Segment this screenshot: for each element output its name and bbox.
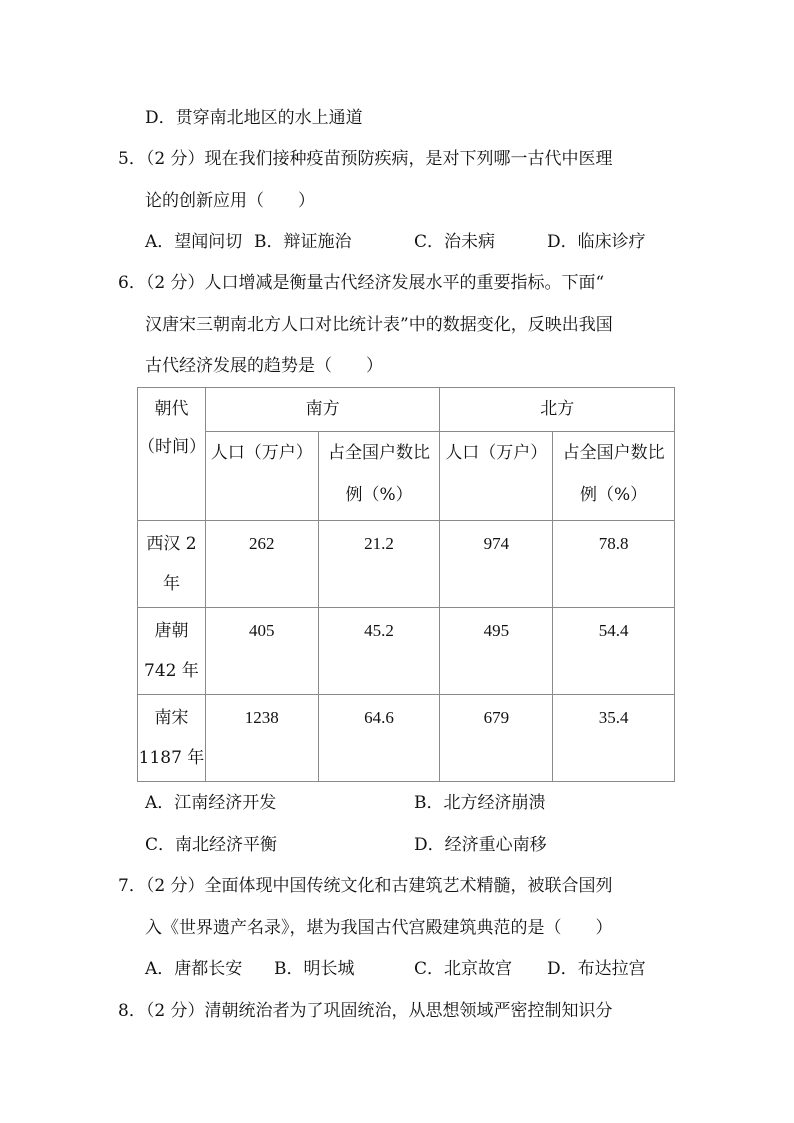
q8-stem-line1: 8．（2 分）清朝统治者为了巩固统治，从思想领域严密控制知识分 <box>118 1001 613 1021</box>
row-north-ratio: 35.4 <box>598 708 629 727</box>
q7-stem-line1: 7．（2 分）全面体现中国传统文化和古建筑艺术精髓，被联合国列 <box>118 876 613 896</box>
row-dynasty-line2: 1187 年 <box>138 748 205 768</box>
header-dynasty-line2: （时间） <box>138 437 206 457</box>
q5-option-d[interactable]: D．临床诊疗 <box>547 232 646 252</box>
row-north-pop: 974 <box>483 534 510 553</box>
row-north-pop: 679 <box>483 708 510 727</box>
row-south-ratio: 21.2 <box>364 534 394 553</box>
row-south-ratio: 45.2 <box>364 621 394 640</box>
q5-option-c[interactable]: C．治未病 <box>414 232 496 252</box>
q5-option-a[interactable]: A．望闻问切 <box>145 232 243 252</box>
q4-option-d: D．贯穿南北地区的水上通道 <box>145 108 363 128</box>
q6-stem-line2: 汉唐宋三朝南北方人口对比统计表”中的数据变化，反映出我国 <box>145 315 613 335</box>
header-south-ratio-line1: 占全国户数比 <box>328 443 431 464</box>
q7-option-b[interactable]: B．明长城 <box>274 959 355 979</box>
row-dynasty-line2: 742 年 <box>144 661 199 681</box>
q5-option-b[interactable]: B．辩证施治 <box>254 232 352 252</box>
row-south-ratio: 64.6 <box>364 708 394 727</box>
header-south-ratio-line2: 例（%） <box>345 485 413 506</box>
population-table <box>137 387 675 782</box>
header-north-pop-label: 人口（万户） <box>445 443 548 464</box>
header-north-ratio-line2: 例（%） <box>580 485 648 506</box>
q5-stem-line2: 论的创新应用（ ） <box>145 191 315 211</box>
header-north: 北方 <box>440 388 675 432</box>
q6-option-a[interactable]: A．江南经济开发 <box>145 793 277 813</box>
header-south: 南方 <box>205 388 440 432</box>
q6-option-c[interactable]: C．南北经济平衡 <box>145 835 278 855</box>
row-dynasty-line2: 年 <box>162 574 180 594</box>
row-dynasty-line1: 西汉 2 <box>146 534 197 554</box>
row-north-ratio: 78.8 <box>598 534 629 553</box>
table-row <box>138 608 675 695</box>
q7-option-a[interactable]: A．唐都长安 <box>145 959 243 979</box>
table-row <box>138 695 675 782</box>
q7-option-c[interactable]: C．北京故宫 <box>414 959 513 979</box>
header-north-ratio <box>553 432 675 521</box>
q7-stem-line2: 入《世界遗产名录》，堪为我国古代宫殿建筑典范的是（ ） <box>145 918 613 938</box>
header-south-ratio <box>318 432 440 521</box>
row-dynasty-line1: 唐朝 <box>154 621 189 641</box>
header-south-pop <box>205 432 318 521</box>
header-dynasty-line1: 朝代 <box>154 399 189 419</box>
header-south-pop-label: 人口（万户） <box>210 443 313 464</box>
q5-stem-line1: 5．（2 分）现在我们接种疫苗预防疾病，是对下列哪一古代中医理 <box>118 149 613 169</box>
q6-option-d[interactable]: D．经济重心南移 <box>414 835 547 855</box>
row-dynasty-line1: 南宋 <box>154 708 189 728</box>
row-south-pop: 262 <box>249 534 275 553</box>
header-north-pop <box>440 432 553 521</box>
table-row <box>138 521 675 608</box>
q6-stem-line3: 古代经济发展的趋势是（ ） <box>145 356 383 376</box>
row-south-pop: 1238 <box>244 708 279 727</box>
header-dynasty <box>138 388 206 521</box>
row-north-ratio: 54.4 <box>598 621 629 640</box>
q6-option-b[interactable]: B．北方经济崩溃 <box>414 793 546 813</box>
row-north-pop: 495 <box>483 621 510 640</box>
row-south-pop: 405 <box>249 621 275 640</box>
q6-stem-line1: 6．（2 分）人口增减是衡量古代经济发展水平的重要指标。下面“ <box>118 273 605 293</box>
q7-option-d[interactable]: D．布达拉宫 <box>547 959 646 979</box>
header-north-ratio-line1: 占全国户数比 <box>562 443 665 464</box>
